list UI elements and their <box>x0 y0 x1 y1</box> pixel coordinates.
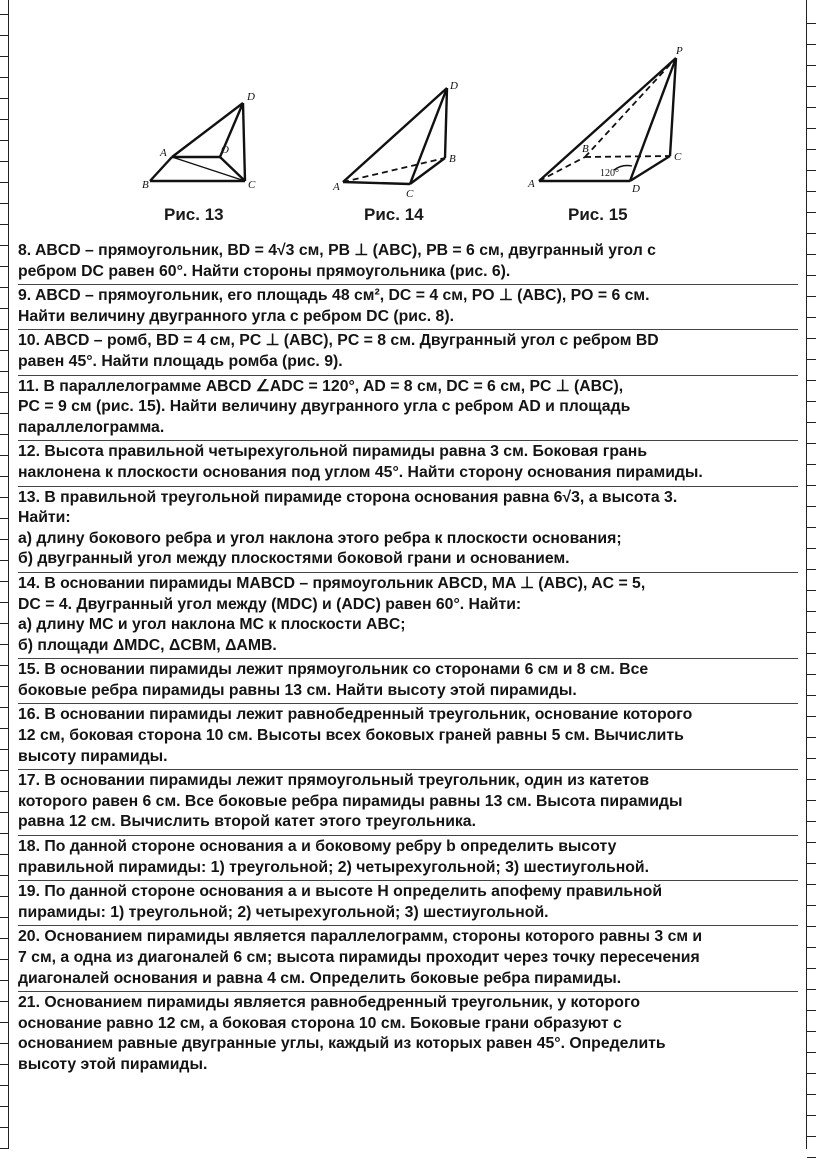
problem-p13 <box>18 486 798 570</box>
problem-line: а) длину бокового ребра и угол наклона этого ребра к плоскости основания; <box>18 529 622 547</box>
problem-line: равен 45°. Найти площадь ромба (рис. 9). <box>18 352 343 370</box>
problem-line: 9. ABCD – прямоугольник, его площадь 48 см², DC = 4 см, PO ⊥ (ABC), PO = 6 см. <box>18 287 650 305</box>
problem-p10 <box>18 329 798 372</box>
figure-13-drawing <box>150 103 245 181</box>
fig13-label-o: O <box>221 144 229 156</box>
problem-line: пирамиды: 1) треугольной; 2) четырехугольной; 3) шестиугольной. <box>18 903 549 921</box>
problem-line: правильной пирамиды: 1) треугольной; 2) четырехугольной; 3) шестиугольной. <box>18 858 649 876</box>
problem-line: 19. По данной стороне основания a и высоте H определить апофему правильной <box>18 883 663 901</box>
problem-line: 8. ABCD – прямоугольник, BD = 4√3 см, PB ⊥ (ABC), PB = 6 см, двугранный угол с <box>18 242 656 259</box>
problem-line: 11. В параллелограмме ABCD ∠ADC = 120°, AD = 8 см, DC = 6 см, PC ⊥ (ABC), <box>18 377 624 395</box>
figure-14-drawing <box>343 88 447 184</box>
problem-p17 <box>18 769 798 833</box>
problem-line: б) двугранный угол между плоскостями боковой грани и основанием. <box>18 550 570 568</box>
problem-line: 17. В основании пирамиды лежит прямоугольный треугольник, один из катетов <box>18 772 650 790</box>
figure-13-caption: Рис. 13 <box>164 205 224 224</box>
fig14-label-d: D <box>450 80 458 92</box>
problems-list <box>18 240 798 1078</box>
problem-line: 13. В правильной треугольной пирамиде сторона основания равна 6√3, а высота 3. <box>18 488 678 506</box>
figures-svg <box>0 0 816 240</box>
problem-line: 21. Основанием пирамиды является равнобедренный треугольник, у которого <box>18 994 640 1012</box>
fig15-angle-label: 120° <box>600 168 619 179</box>
fig15-label-b: B <box>582 143 589 155</box>
problem-line: которого равен 6 см. Все боковые ребра пирамиды равны 13 см. Высота пирамиды <box>18 792 683 810</box>
problem-line: PC = 9 см (рис. 15). Найти величину двугранного угла с ребром AD и площадь <box>18 398 631 416</box>
problem-p8 <box>18 240 798 282</box>
fig13-label-b: B <box>142 179 149 191</box>
problem-p12 <box>18 440 798 483</box>
problem-line: основание равно 12 см, а боковая сторона 10 см. Боковые грани образуют с <box>18 1014 622 1032</box>
problem-line: 10. ABCD – ромб, BD = 4 см, PC ⊥ (ABC), PC = 8 см. Двугранный угол с ребром BD <box>18 332 659 350</box>
problem-line: параллелограмма. <box>18 418 165 436</box>
problem-line: Найти: <box>18 509 71 527</box>
problem-p21 <box>18 991 798 1075</box>
fig15-label-a: A <box>528 178 535 190</box>
problem-line: DC = 4. Двугранный угол между (MDC) и (ADC) равен 60°. Найти: <box>18 595 522 613</box>
figure-15-drawing <box>539 58 676 181</box>
fig15-label-c: C <box>674 151 682 163</box>
problem-line: ребром DC равен 60°. Найти стороны прямоугольника (рис. 6). <box>18 262 511 280</box>
fig13-label-d: D <box>247 91 255 103</box>
problem-line: 20. Основанием пирамиды является параллелограмм, стороны которого равны 3 см и <box>18 928 703 946</box>
fig15-label-p: P <box>676 45 683 57</box>
problem-line: 18. По данной стороне основания a и боковому ребру b определить высоту <box>18 838 617 856</box>
problem-line: 12. Высота правильной четырехугольной пирамиды равна 3 см. Боковая грань <box>18 443 648 461</box>
problem-line: 15. В основании пирамиды лежит прямоугольник со сторонами 6 см и 8 см. Все <box>18 661 649 679</box>
fig14-label-c: C <box>406 188 414 200</box>
fig14-label-a: A <box>333 181 340 193</box>
problem-line: боковые ребра пирамиды равны 13 см. Найти высоту этой пирамиды. <box>18 681 577 699</box>
problem-line: наклонена к плоскости основания под углом 45°. Найти сторону основания пирамиды. <box>18 463 703 481</box>
problem-line: б) площади ΔMDC, ΔCBM, ΔAMB. <box>18 636 277 654</box>
problem-p20 <box>18 925 798 989</box>
problem-p18 <box>18 835 798 878</box>
figure-14-caption: Рис. 14 <box>364 205 424 224</box>
problem-line: а) длину MC и угол наклона MC к плоскости ABC; <box>18 616 406 634</box>
problem-line: 14. В основании пирамиды MABCD – прямоугольник ABCD, MA ⊥ (ABC), AC = 5, <box>18 574 646 592</box>
problem-p19 <box>18 880 798 923</box>
fig13-label-c: C <box>248 179 256 191</box>
problem-p9 <box>18 284 798 327</box>
problem-line: основанием равные двугранные углы, каждый из которых равен 45°. Определить <box>18 1035 666 1053</box>
problem-p16 <box>18 703 798 767</box>
figures-row <box>0 0 816 240</box>
problem-line: Найти величину двугранного угла с ребром DC (рис. 8). <box>18 307 454 325</box>
problem-p14 <box>18 572 798 656</box>
problem-line: 16. В основании пирамиды лежит равнобедренный треугольник, основание которого <box>18 706 693 724</box>
problem-line: диагоналей основания и равна 4 см. Определить боковые ребра пирамиды. <box>18 969 622 987</box>
problem-p11 <box>18 375 798 439</box>
figure-15-caption: Рис. 15 <box>568 205 628 224</box>
problem-line: высоту этой пирамиды. <box>18 1055 208 1073</box>
problem-line: 7 см, а одна из диагоналей 6 см; высота пирамиды проходит через точку пересечения <box>18 949 700 966</box>
fig13-label-a: A <box>160 147 167 159</box>
problem-line: высоту пирамиды. <box>18 747 168 765</box>
fig15-label-d: D <box>632 183 640 195</box>
fig14-label-b: B <box>449 153 456 165</box>
problem-line: 12 см, боковая сторона 10 см. Высоты всех боковых граней равны 5 см. Вычислить <box>18 727 684 745</box>
problem-line: равна 12 см. Вычислить второй катет этого треугольника. <box>18 813 476 831</box>
problem-p15 <box>18 658 798 701</box>
